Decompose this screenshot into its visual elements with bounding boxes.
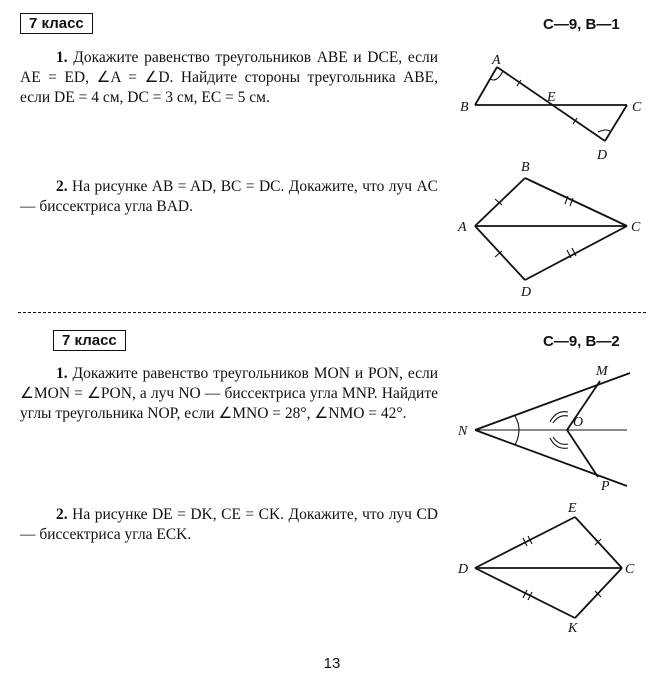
ray-np: [475, 430, 627, 486]
segment-bc: [525, 178, 627, 226]
label-b: B: [460, 100, 469, 115]
grade-badge-variant-2: 7 класс: [53, 330, 126, 351]
label-d: D: [521, 285, 532, 300]
variant-divider: [18, 312, 646, 313]
label-a: A: [492, 53, 501, 68]
label-d: D: [597, 148, 608, 163]
label-b: B: [521, 160, 530, 175]
angle-mon-arc-1: [553, 416, 568, 423]
segment-cd: [605, 105, 627, 141]
segment-dc: [525, 226, 627, 280]
label-p: P: [601, 479, 610, 494]
figure-kite-abcd: [455, 158, 650, 303]
label-k: K: [568, 621, 578, 636]
label-c: C: [632, 100, 642, 115]
page-number: 13: [323, 655, 341, 672]
segment-ab: [475, 67, 497, 105]
figure-kite-deck: [455, 500, 650, 640]
ray-nm: [475, 373, 630, 430]
label-c: C: [631, 220, 641, 235]
task-text: Докажите равенство треугольников ABE и DCE, если AE = ED, ∠A = ∠D. Найдите стороны треугольника ABE, если DE = 4 см, DC = 3 см, EC = 5 см.: [20, 49, 439, 106]
task-1-variant-1: [20, 48, 438, 108]
angle-d-mark: [598, 130, 611, 132]
angle-mno-arc: [515, 416, 519, 430]
variant-code-1: С—9, В—1: [543, 16, 620, 33]
segment-kc: [575, 568, 622, 618]
angle-pno-arc: [515, 430, 519, 445]
task-number: 2.: [56, 178, 68, 195]
segment-ab: [475, 178, 525, 226]
label-o: O: [573, 415, 584, 430]
segment-mo: [567, 381, 600, 430]
task-text: На рисунке AB = AD, BC = DC. Докажите, что луч AC — биссектриса угла BAD.: [20, 178, 438, 215]
label-e: E: [547, 90, 556, 105]
label-a: A: [458, 220, 467, 235]
variant-code-2: С—9, В—2: [543, 333, 620, 350]
label-m: M: [596, 364, 608, 379]
task-number: 1.: [56, 49, 68, 66]
task-text: На рисунке DE = DK, CE = CK. Докажите, что луч CD — биссектриса угла ECK.: [20, 506, 438, 543]
segment-ec: [575, 517, 622, 568]
angle-pon-arc-1: [553, 437, 568, 444]
figure-angle-mnp-bisector: [455, 360, 655, 500]
label-c: C: [625, 562, 635, 577]
task-number: 2.: [56, 506, 68, 523]
task-number: 1.: [56, 365, 68, 382]
task-text: Докажите равенство треугольников MON и PON, если ∠MON = ∠PON, а луч NO — биссектриса угла MNP. Найдите углы треугольника NOP, если ∠MNO = 28°, ∠NMO = 42°.: [20, 365, 439, 422]
figure-triangles-abe-dce: [455, 55, 650, 165]
grade-badge-variant-1: 7 класс: [20, 13, 93, 34]
task-2-variant-2: [20, 505, 438, 545]
task-2-variant-1: [20, 177, 438, 217]
label-d: D: [458, 562, 469, 577]
label-e: E: [568, 501, 577, 516]
label-n: N: [458, 424, 468, 439]
task-1-variant-2: [20, 364, 438, 424]
